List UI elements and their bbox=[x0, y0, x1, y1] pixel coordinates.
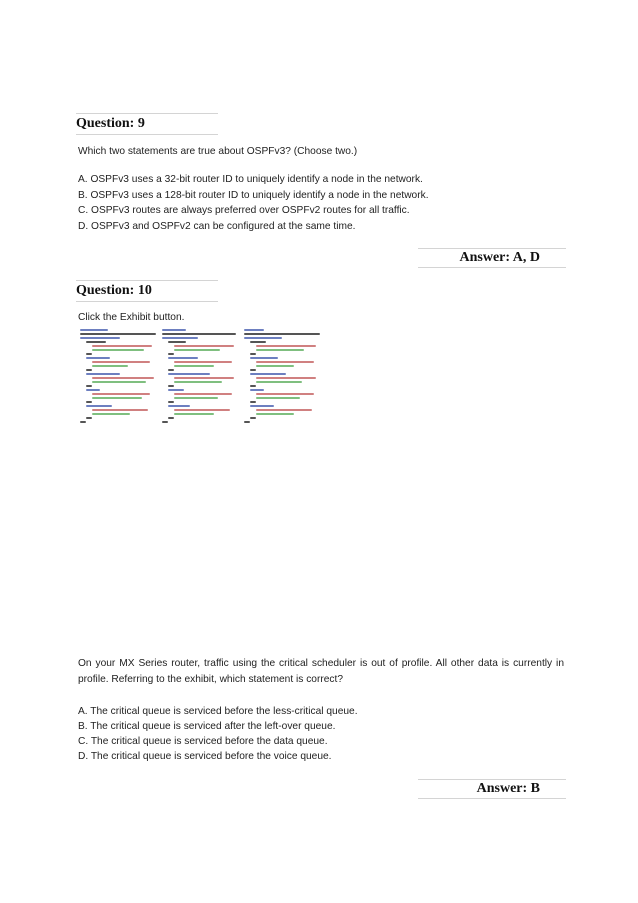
q10-option-b: B. The critical queue is serviced after the left-over queue. bbox=[78, 721, 336, 732]
q10-option-a: A. The critical queue is serviced before the less-critical queue. bbox=[78, 706, 358, 717]
question-10-heading: Question: 10 bbox=[76, 280, 218, 302]
question-9-heading: Question: 9 bbox=[76, 113, 218, 135]
q10-option-c: C. The critical queue is serviced before the data queue. bbox=[78, 736, 328, 747]
question-9-answer-text: Answer: A, D bbox=[459, 250, 540, 265]
question-10-answer bbox=[418, 779, 566, 799]
q9-option-a: A. OSPFv3 uses a 32-bit router ID to uniquely identify a node in the network. bbox=[78, 174, 423, 185]
question-10-answer-text: Answer: B bbox=[476, 781, 540, 796]
q10-option-d: D. The critical queue is serviced before the voice queue. bbox=[78, 751, 332, 762]
question-10-text: On your MX Series router, traffic using the critical scheduler is out of profile. All other data is currently in profile. Referring to the exhibit, which statement is correct? bbox=[78, 658, 564, 685]
q9-option-d: D. OSPFv3 and OSPFv2 can be configured at the same time. bbox=[78, 221, 356, 232]
question-10-instruction: Click the Exhibit button. bbox=[78, 312, 185, 323]
question-9-text: Which two statements are true about OSPFv3? (Choose two.) bbox=[78, 146, 358, 157]
q9-option-c: C. OSPFv3 routes are always preferred over OSPFv2 routes for all traffic. bbox=[78, 205, 410, 216]
question-9-answer bbox=[418, 248, 566, 268]
exhibit-image bbox=[78, 327, 324, 440]
q9-option-b: B. OSPFv3 uses a 128-bit router ID to uniquely identify a node in the network. bbox=[78, 190, 429, 201]
